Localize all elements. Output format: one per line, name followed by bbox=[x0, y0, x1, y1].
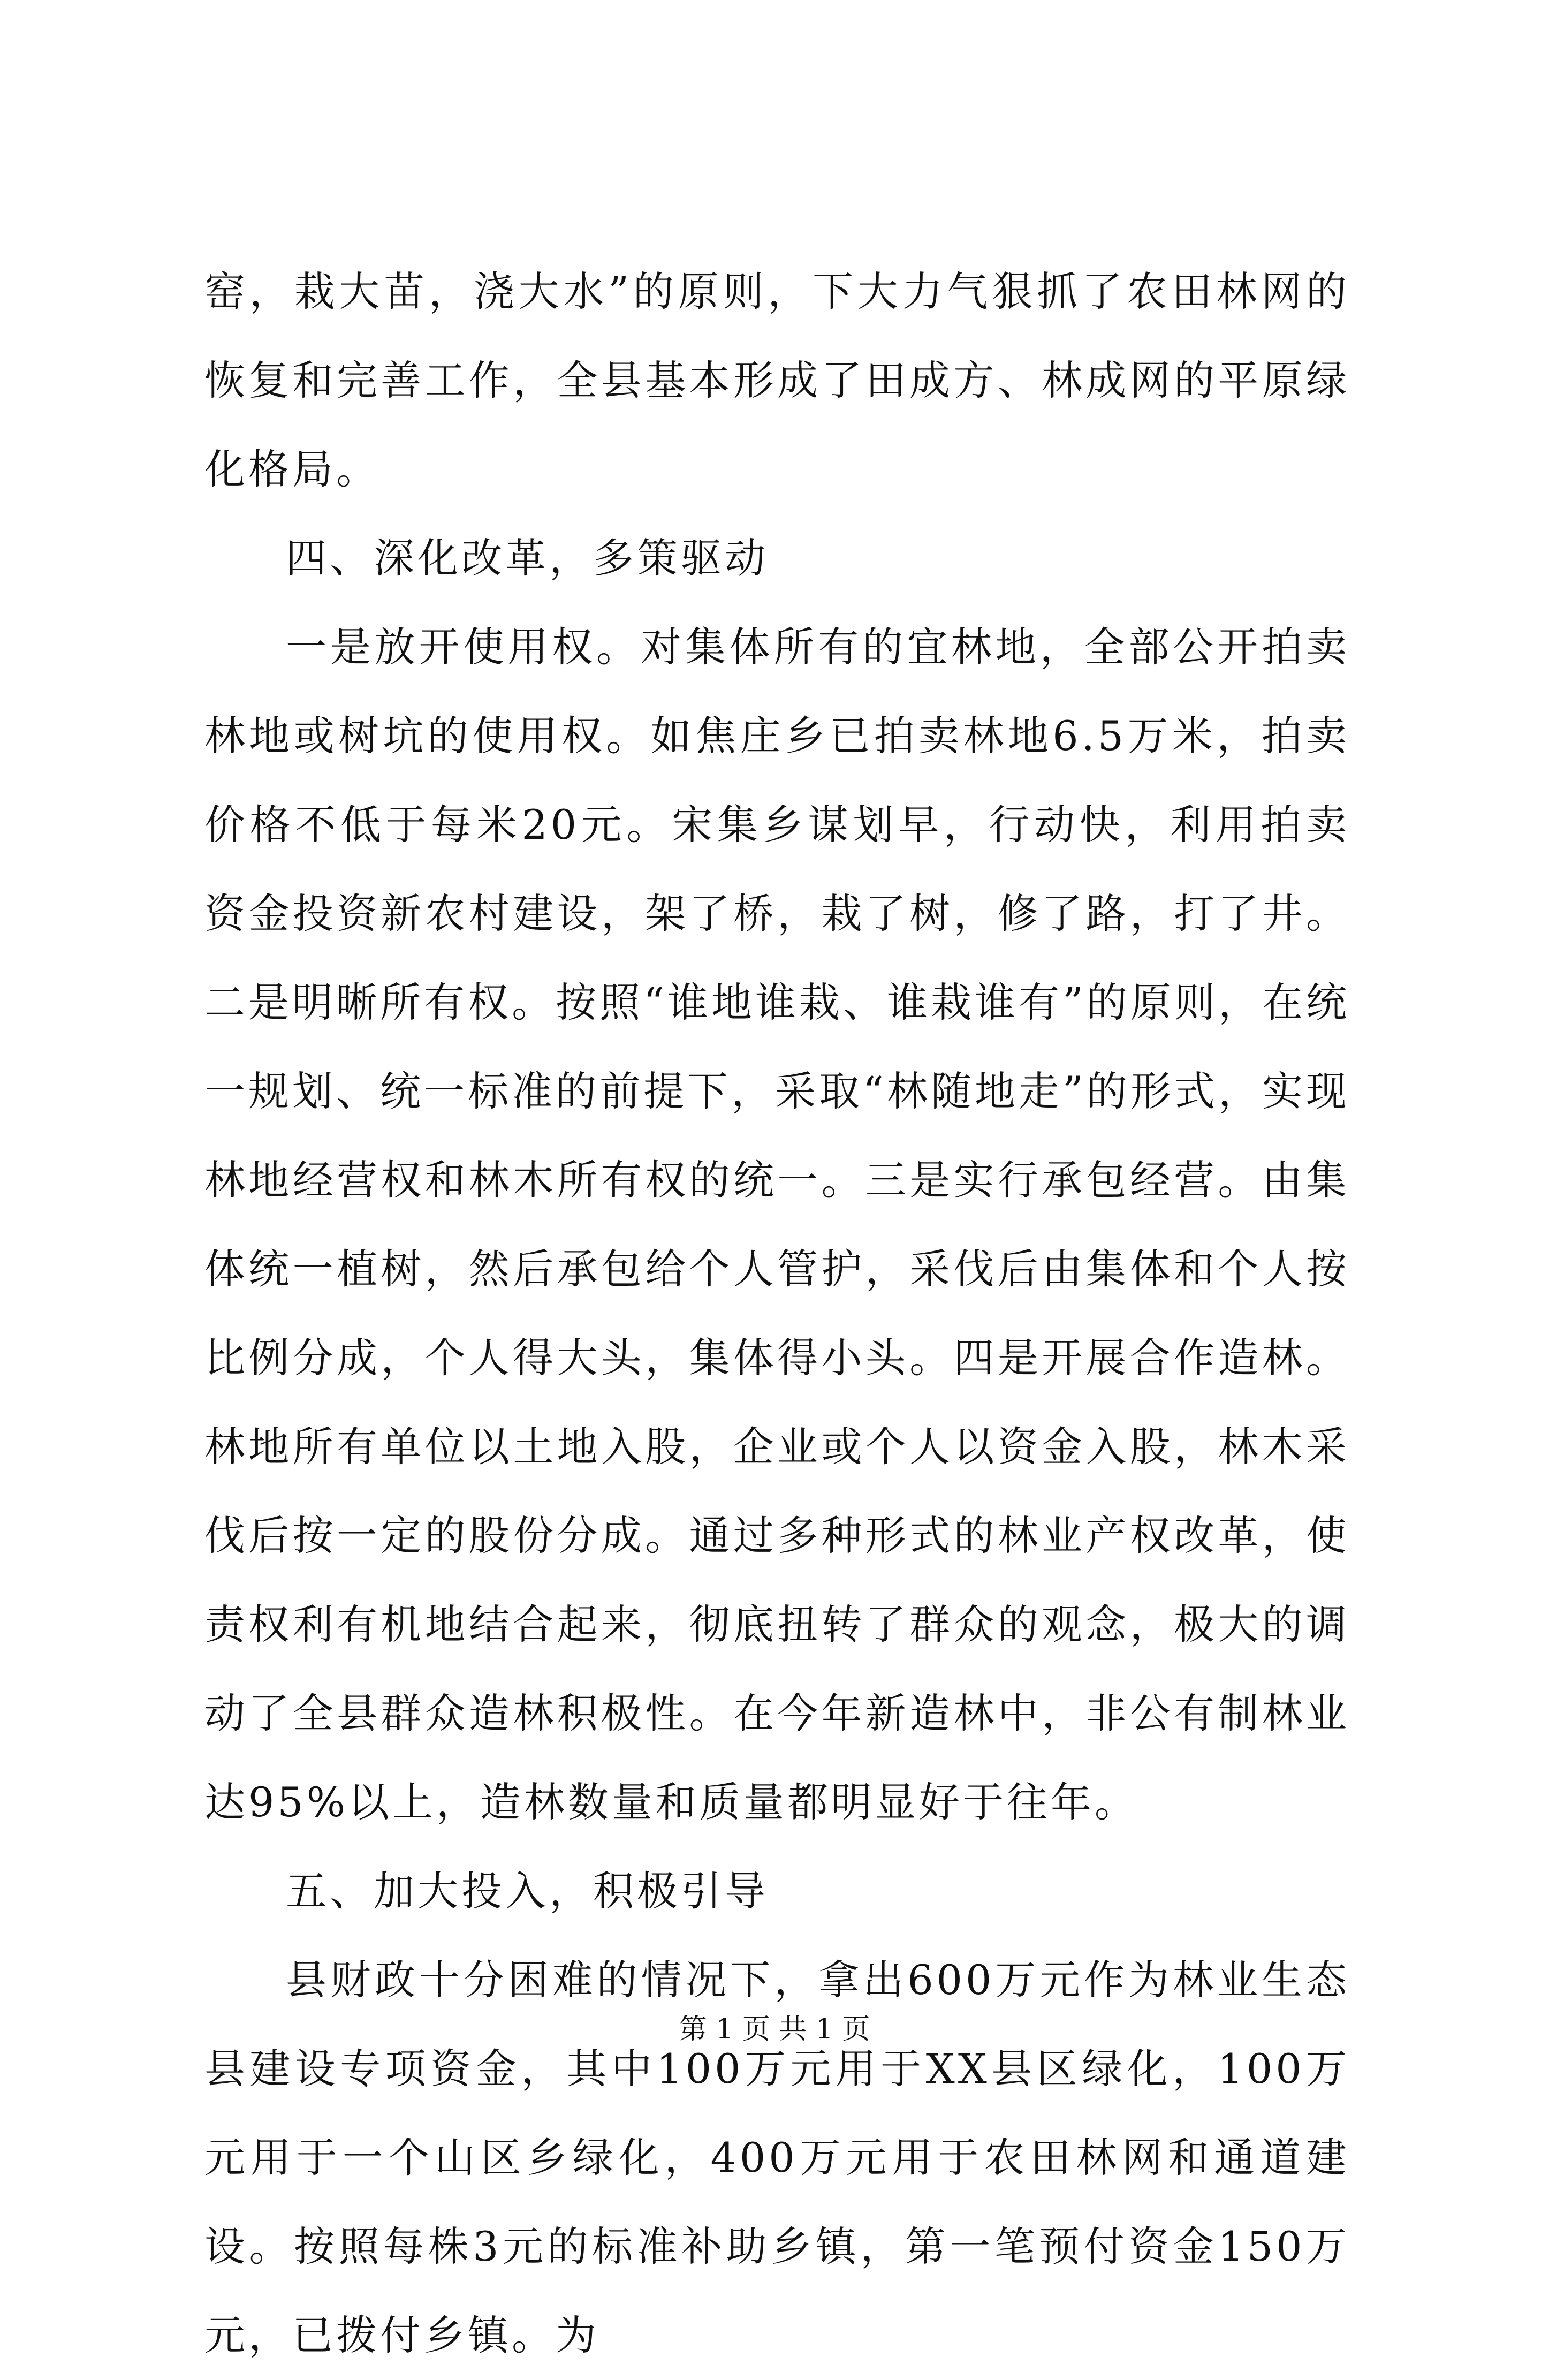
paragraph-investment: 县财政十分困难的情况下，拿出600万元作为林业生态县建设专项资金，其中100万元用于XX县区绿化，100万元用于一个山区乡绿化，400万元用于农田林网和通道建设。按照每株3元的标准补助乡镇，第一笔预付资金150万元，已拨付乡镇。为 bbox=[204, 1956, 1350, 2359]
section-heading-reform: 四、深化改革，多策驱动 bbox=[286, 534, 769, 582]
paragraph-continuation: 窑，栽大苗，浇大水”的原则，下大力气狠抓了农田林网的恢复和完善工作，全县基本形成了田成方、林成网的平原绿化格局。 bbox=[204, 268, 1350, 493]
document-body bbox=[204, 247, 1350, 2380]
paragraph-reform-measures: 一是放开使用权。对集体所有的宜林地，全部公开拍卖林地或树坑的使用权。如焦庄乡已拍卖林地6.5万米，拍卖价格不低于每米20元。宋集乡谋划早，行动快，利用拍卖资金投资新农村建设，架了桥，栽了树，修了路，打了井。二是明晰所有权。按照“谁地谁栽、谁栽谁有”的原则，在统一规划、统一标准的前提下，采取“林随地走”的形式，实现林地经营权和林木所有权的统一。三是实行承包经营。由集体统一植树，然后承包给个人管护，采伐后由集体和个人按比例分成，个人得大头，集体得小头。四是开展合作造林。林地所有单位以土地入股，企业或个人以资金入股，林木采伐后按一定的股份分成。通过多种形式的林业产权改革，使责权利有机地结合起来，彻底扭转了群众的观念，极大的调动了全县群众造林积极性。在今年新造林中，非公有制林业达95%以上，造林数量和质量都明显好于往年。 bbox=[204, 623, 1350, 1826]
page-number-label: 第 1 页 共 1 页 bbox=[679, 2013, 870, 2045]
section-heading-investment: 五、加大投入，积极引导 bbox=[286, 1867, 769, 1915]
page-footer bbox=[0, 2011, 1549, 2048]
